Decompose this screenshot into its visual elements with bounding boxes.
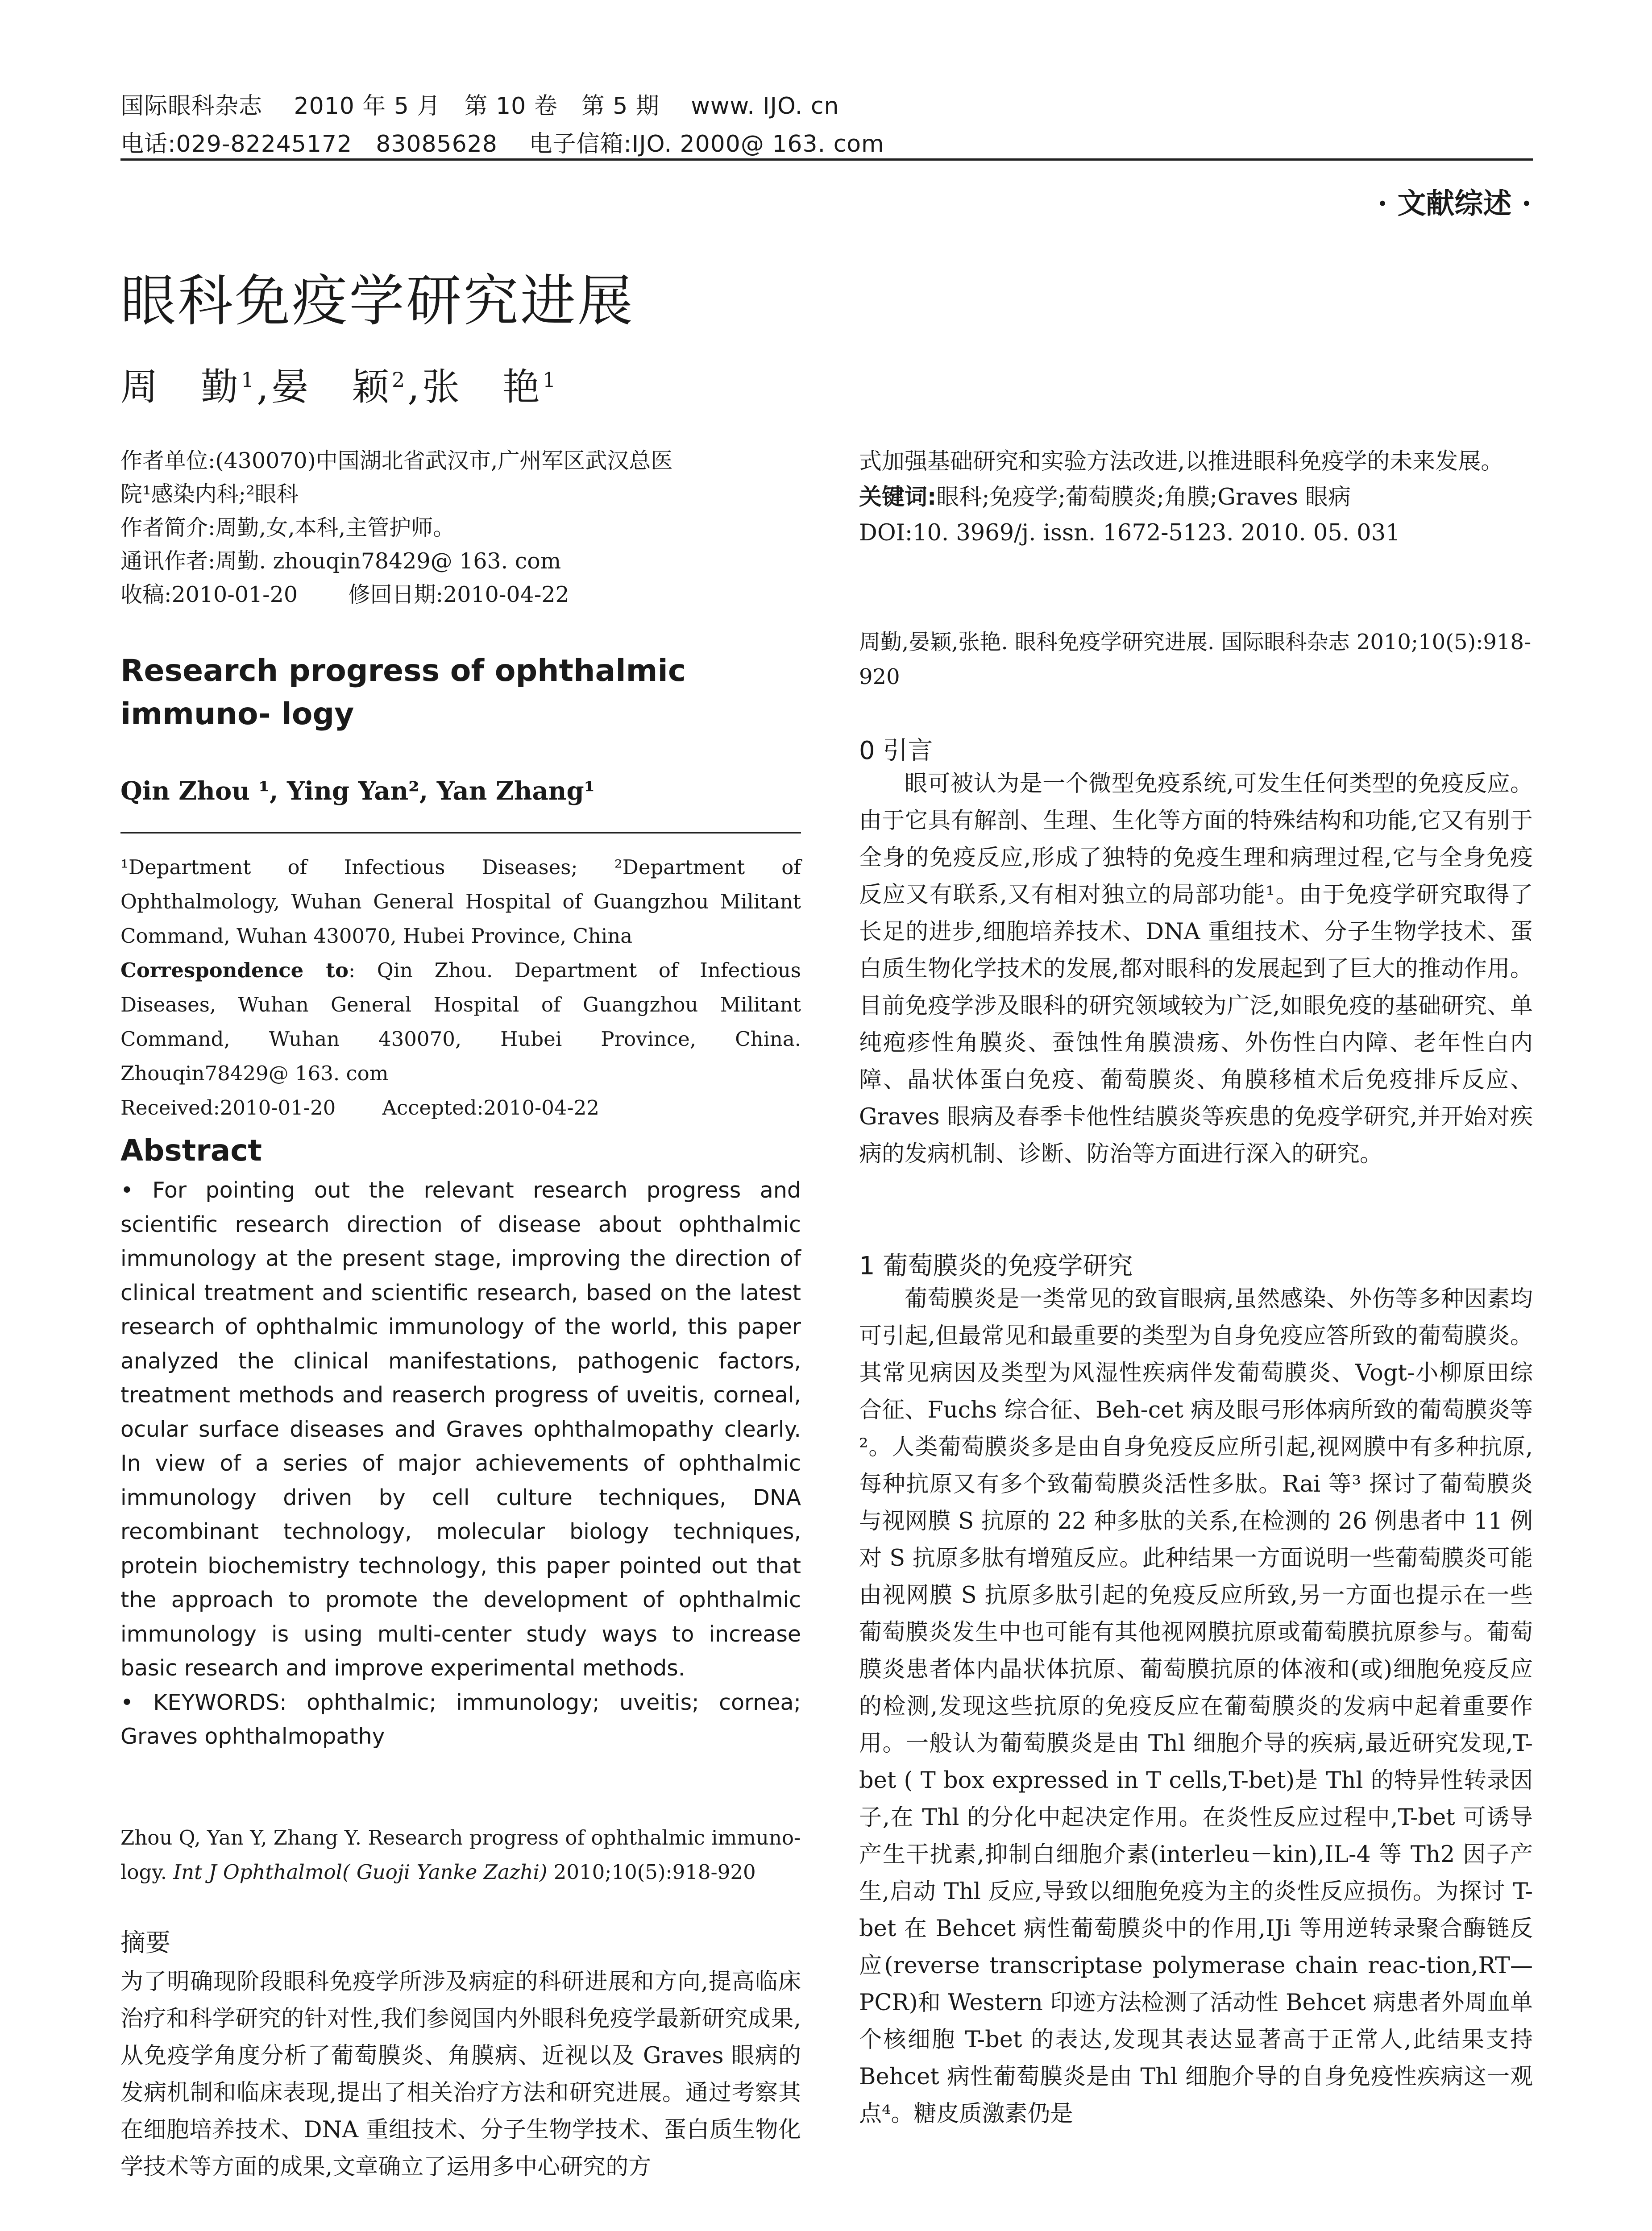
section-1-body (859, 1281, 1533, 2132)
abstract-zh-continuation: 式加强基础研究和实验方法改进,以推进眼科免疫学的未来发展。 (859, 448, 1504, 475)
abstract-text: • For pointing out the relevant research progress and scientific research direction of disease about ophthalmic immunology at the present stage, improving the direction of clinical treatment and scientific research, based on the latest research of ophthalmic immunology of the world, this paper analyzed the clinical manifestations, pathogenic factors, treatment methods and reaserch progress of uveitis, corneal, ocular surface diseases and Graves ophthalmopathy clearly. In view of a series of major achievements of ophthalmic immunology driven by cell culture techniques, DNA recombinant technology, molecular biology techniques, protein biochemistry technology, this paper pointed out that the approach to promote the development of ophthalmic immunology is using multi-center study ways to increase basic research and improve experimental methods. (120, 1178, 801, 1681)
author-affiliation-mark: 2 (392, 368, 408, 392)
keywords-zh-label: 关键词: (859, 484, 937, 510)
meta-line: 作者单位:(430070)中国湖北省武汉市,广州军区武汉总医 (120, 448, 673, 473)
english-authors: Qin Zhou ¹, Ying Yan², Yan Zhang¹ (120, 776, 595, 806)
abstract-heading: Abstract (120, 1133, 262, 1168)
section-0-paragraph: 眼可被认为是一个微型免疫系统,可发生任何类型的免疫反应。由于它具有解剖、生理、生化等方面的特殊结构和功能,它又有别于全身的免疫反应,形成了独特的免疫生理和病理过程,它与全身免疫反应又有联系,又有相对独立的局部功能¹。由于免疫学研究取得了长足的进步,细胞培养技术、DNA 重组技术、分子生物学技术、蛋白质生物化学技术的发展,都对眼科的发展起到了巨大的推动作用。目前免疫学涉及眼科的研究领域较为广泛,如眼免疫的基础研究、单纯疱疹性角膜炎、蚕蚀性角膜溃疡、外伤性白内障、老年性白内障、晶状体蛋白免疫、葡萄膜炎、角膜移植术后免疫排斥反应、Graves 眼病及春季卡他性结膜炎等疾患的免疫学研究,并开始对疾病的发病机制、诊断、防治等方面进行深入的研究。 (859, 771, 1533, 1167)
english-title: Research progress of ophthalmic immuno- logy (120, 653, 686, 732)
section-0-heading: 0 引言 (859, 736, 933, 765)
abstract-zh-continuation-block (859, 444, 1533, 551)
doi: DOI:10. 3969/j. issn. 1672-5123. 2010. 05. 031 (859, 520, 1400, 546)
author-affiliation-mark: 1 (543, 368, 559, 392)
correspondence (120, 953, 801, 1091)
meta-line: 院¹感染内科;²眼科 (120, 481, 299, 507)
keywords-zh-text: 眼科;免疫学;葡萄膜炎;角膜;Graves 眼病 (936, 484, 1351, 510)
header-rule (120, 158, 1533, 161)
author-list (120, 357, 558, 411)
article-title: 眼科免疫学研究进展 (120, 269, 635, 333)
received-dates: Received:2010-01-20 Accepted:2010-04-22 (120, 1096, 599, 1120)
author-separator: , (257, 365, 271, 409)
running-header-contact: 电话:029-82245172 83085628 电子信箱:IJO. 2000@ 163. com (120, 131, 884, 158)
citation-zh: 周勤,晏颖,张艳. 眼科免疫学研究进展. 国际眼科杂志 2010;10(5):918-920 (859, 630, 1532, 689)
author-affiliation-mark: 1 (241, 368, 257, 392)
author-name: 周 勤 (120, 365, 241, 409)
meta-line: 收稿:2010-01-20 修回日期:2010-04-22 (120, 582, 569, 607)
section-1-paragraph: 葡萄膜炎是一类常见的致盲眼病,虽然感染、外伤等多种因素均可引起,但最常见和最重要的类型为自身免疫应答所致的葡萄膜炎。其常见病因及类型为风湿性疾病伴发葡萄膜炎、Vogt-小柳原田综合征、Fuchs 综合征、Beh-cet 病及眼弓形体病所致的葡萄膜炎等²。人类葡萄膜炎多是由自身免疫反应所引起,视网膜中有多种抗原,每种抗原又有多个致葡萄膜炎活性多肽。Rai 等³ 探讨了葡萄膜炎与视网膜 S 抗原的 22 种多肽的关系,在检测的 26 例患者中 11 例对 S 抗原多肽有增殖反应。此种结果一方面说明一些葡萄膜炎可能由视网膜 S 抗原多肽引起的免疫反应所致,另一方面也提示在一些葡萄膜炎发生中也可能有其他视网膜抗原或葡萄膜抗原参与。葡萄膜炎患者体内晶状体抗原、葡萄膜抗原的体液和(或)细胞免疫反应的检测,发现这些抗原的免疫反应在葡萄膜炎的发病中起着重要作用。一般认为葡萄膜炎是由 Thl 细胞介导的疾病,最近研究发现,T-bet ( T box expressed in T cells,T-bet)是 Thl 的特异性转录因子,在 Thl 的分化中起决定作用。在炎性反应过程中,T-bet 可诱导产生干扰素,抑制白细胞介素(interleu－kin),IL-4 等 Th2 因子产生,启动 Thl 反应,导致以细胞免疫为主的炎性反应损伤。为探讨 T-bet 在 Behcet 病性葡萄膜炎中的作用,IJi 等用逆转录聚合酶链反应(reverse transcriptase polymerase chain reac-tion,RT—PCR)和 Western 印迹方法检测了活动性 Behcet 病患者外周血单个核细胞 T-bet 的表达,发现其表达显著高于正常人,此结果支持 Behcet 病性葡萄膜炎是由 Thl 细胞介导的自身免疫性疾病这一观点⁴。糖皮质激素仍是 (859, 1286, 1533, 2127)
meta-line: 作者简介:周勤,女,本科,主管护师。 (120, 515, 455, 540)
english-affiliation: ¹Department of Infectious Diseases; ²Department of Ophthalmology, Wuhan General Hospital of Guangzhou Militant Command, Wuhan 430070, Hubei Province, China (120, 855, 801, 948)
section-0-body (859, 765, 1533, 1173)
correspondence-label: Correspondence to (120, 958, 349, 982)
abstract-zh-text: 为了明确现阶段眼科免疫学所涉及病症的科研进展和方向,提高临床治疗和科学研究的针对性,我们参阅国内外眼科免疫学最新研究成果,从免疫学角度分析了葡萄膜炎、角膜病、近视以及 Graves 眼病的发病机制和临床表现,提出了相关治疗方法和研究进展。通过考察其在细胞培养技术、DNA 重组技术、分子生物学技术、蛋白质生物化学技术等方面的成果,文章确立了运用多中心研究的方 (120, 1969, 801, 2180)
running-header-journal: 国际眼科杂志 2010 年 5 月 第 10 卷 第 5 期 www. IJO. cn (120, 93, 839, 120)
citation-en-authors: Zhou Q, Yan Y, Zhang Y. Research progress of ophthalmic immuno-logy. (120, 1826, 801, 1884)
citation-en-journal: Int J Ophthalmol( Guoji Yanke Zazhi) (173, 1860, 548, 1884)
keywords-zh (859, 480, 1533, 515)
english-authors-rule (120, 832, 801, 834)
author-separator: , (407, 365, 422, 409)
author-name: 晏 颖 (271, 365, 392, 409)
section-tag: · 文献综述 · (1377, 187, 1532, 220)
abstract-zh-heading: 摘要 (120, 1928, 170, 1957)
author-meta-zh (120, 444, 801, 611)
author-name: 张 艳 (422, 365, 543, 409)
english-affiliation-block (120, 850, 801, 1125)
meta-line: 通讯作者:周勤. zhouqin78429@ 163. com (120, 548, 561, 574)
section-1-heading: 1 葡萄膜炎的免疫学研究 (859, 1252, 1133, 1281)
citation-en (120, 1820, 801, 1889)
abstract-en-block (120, 1174, 801, 1754)
keywords-en: • KEYWORDS: ophthalmic; immunology; uveitis; cornea; Graves ophthalmopathy (120, 1689, 801, 1749)
citation-en-volume: 2010;10(5):918-920 (547, 1860, 756, 1884)
correspondence-text: : Qin Zhou. Department of Infectious Diseases, Wuhan General Hospital of Guangzhou Militant Command, Wuhan 430070, Hubei Province, China. Zhouqin78429@ 163. com (120, 958, 801, 1085)
